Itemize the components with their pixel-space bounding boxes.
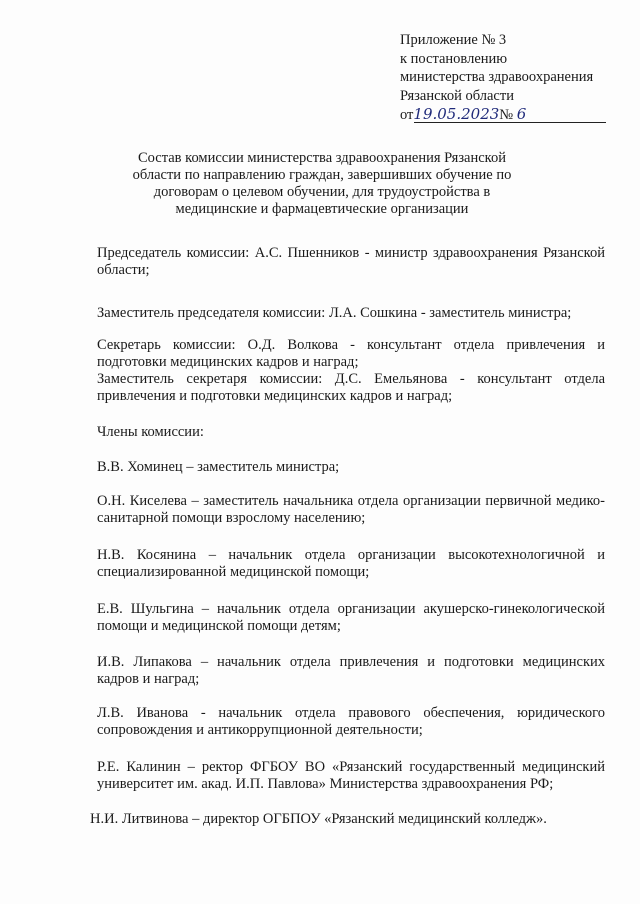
document-title: Состав комиссии министерства здравоохранения Рязанской области по направлению граждан, завершивших обучение по договорам о целевом обучении, для трудоустройства в медицинские и фармацевтические организации [132,150,512,217]
paragraph-secretary: Секретарь комиссии: О.Д. Волкова - консультант отдела привлечения и подготовки медицинских кадров и наград; [97,337,605,370]
appendix-header [400,31,610,125]
member-item: Р.Е. Калинин – ректор ФГБОУ ВО «Рязанский государственный медицинский университет им. акад. И.П. Павлова» Министерства здравоохранения РФ; [97,759,605,792]
deputy-secretary-paragraph [97,371,605,405]
member-8-block [90,811,598,828]
chairman-paragraph [97,245,605,279]
appendix-line-3: министерства здравоохранения [400,69,594,85]
member-5-block [97,654,605,688]
handwritten-date: 19.05.2023 [413,105,500,123]
paragraph-deputy-chairman: Заместитель председателя комиссии: Л.А. Сошкина - заместитель министра; [97,305,572,321]
member-4-block [97,601,605,635]
paragraph-deputy-secretary: Заместитель секретаря комиссии: Д.С. Емельянова - консультант отдела привлечения и подготовки медицинских кадров и наград; [97,371,605,404]
member-1-block [97,459,605,476]
member-2-block [97,493,605,527]
number-prefix: № [499,107,514,123]
secretary-paragraph [97,337,605,371]
member-item: И.В. Липакова – начальник отдела привлечения и подготовки медицинских кадров и наград; [97,654,605,687]
appendix-date-line [400,105,610,125]
handwritten-number: 6 [516,105,527,123]
appendix-line-2: к постановлению [400,50,508,67]
member-3-block [97,547,605,581]
date-prefix: от [400,107,414,123]
member-item: Е.В. Шульгина – начальник отдела организации акушерско-гинекологической помощи и медицинской помощи детям; [97,601,605,634]
deputy-chairman-paragraph [97,305,605,322]
member-item: В.В. Хоминец – заместитель министра; [97,459,340,475]
member-item: Л.В. Иванова - начальник отдела правового обеспечения, юридического сопровождения и антикоррупционной деятельности; [97,705,605,738]
appendix-line-4: Рязанской области [400,87,514,104]
member-item: Н.И. Литвинова – директор ОГБПОУ «Рязанский медицинский колледж». [90,811,547,827]
members-heading: Члены комиссии: [97,424,204,440]
member-item: Н.В. Косянина – начальник отдела организации высокотехнологичной и специализированной медицинской помощи; [97,547,605,580]
appendix-line-1: Приложение № 3 [400,32,507,48]
member-6-block [97,705,605,739]
members-heading-block [97,424,605,441]
member-item: О.Н. Киселева – заместитель начальника отдела организации первичной медико-санитарной помощи взрослому населению; [97,493,605,526]
member-7-block [97,759,605,793]
date-underline [414,122,606,123]
paragraph-chairman: Председатель комиссии: А.С. Пшенников - министр здравоохранения Рязанской области; [97,245,605,278]
